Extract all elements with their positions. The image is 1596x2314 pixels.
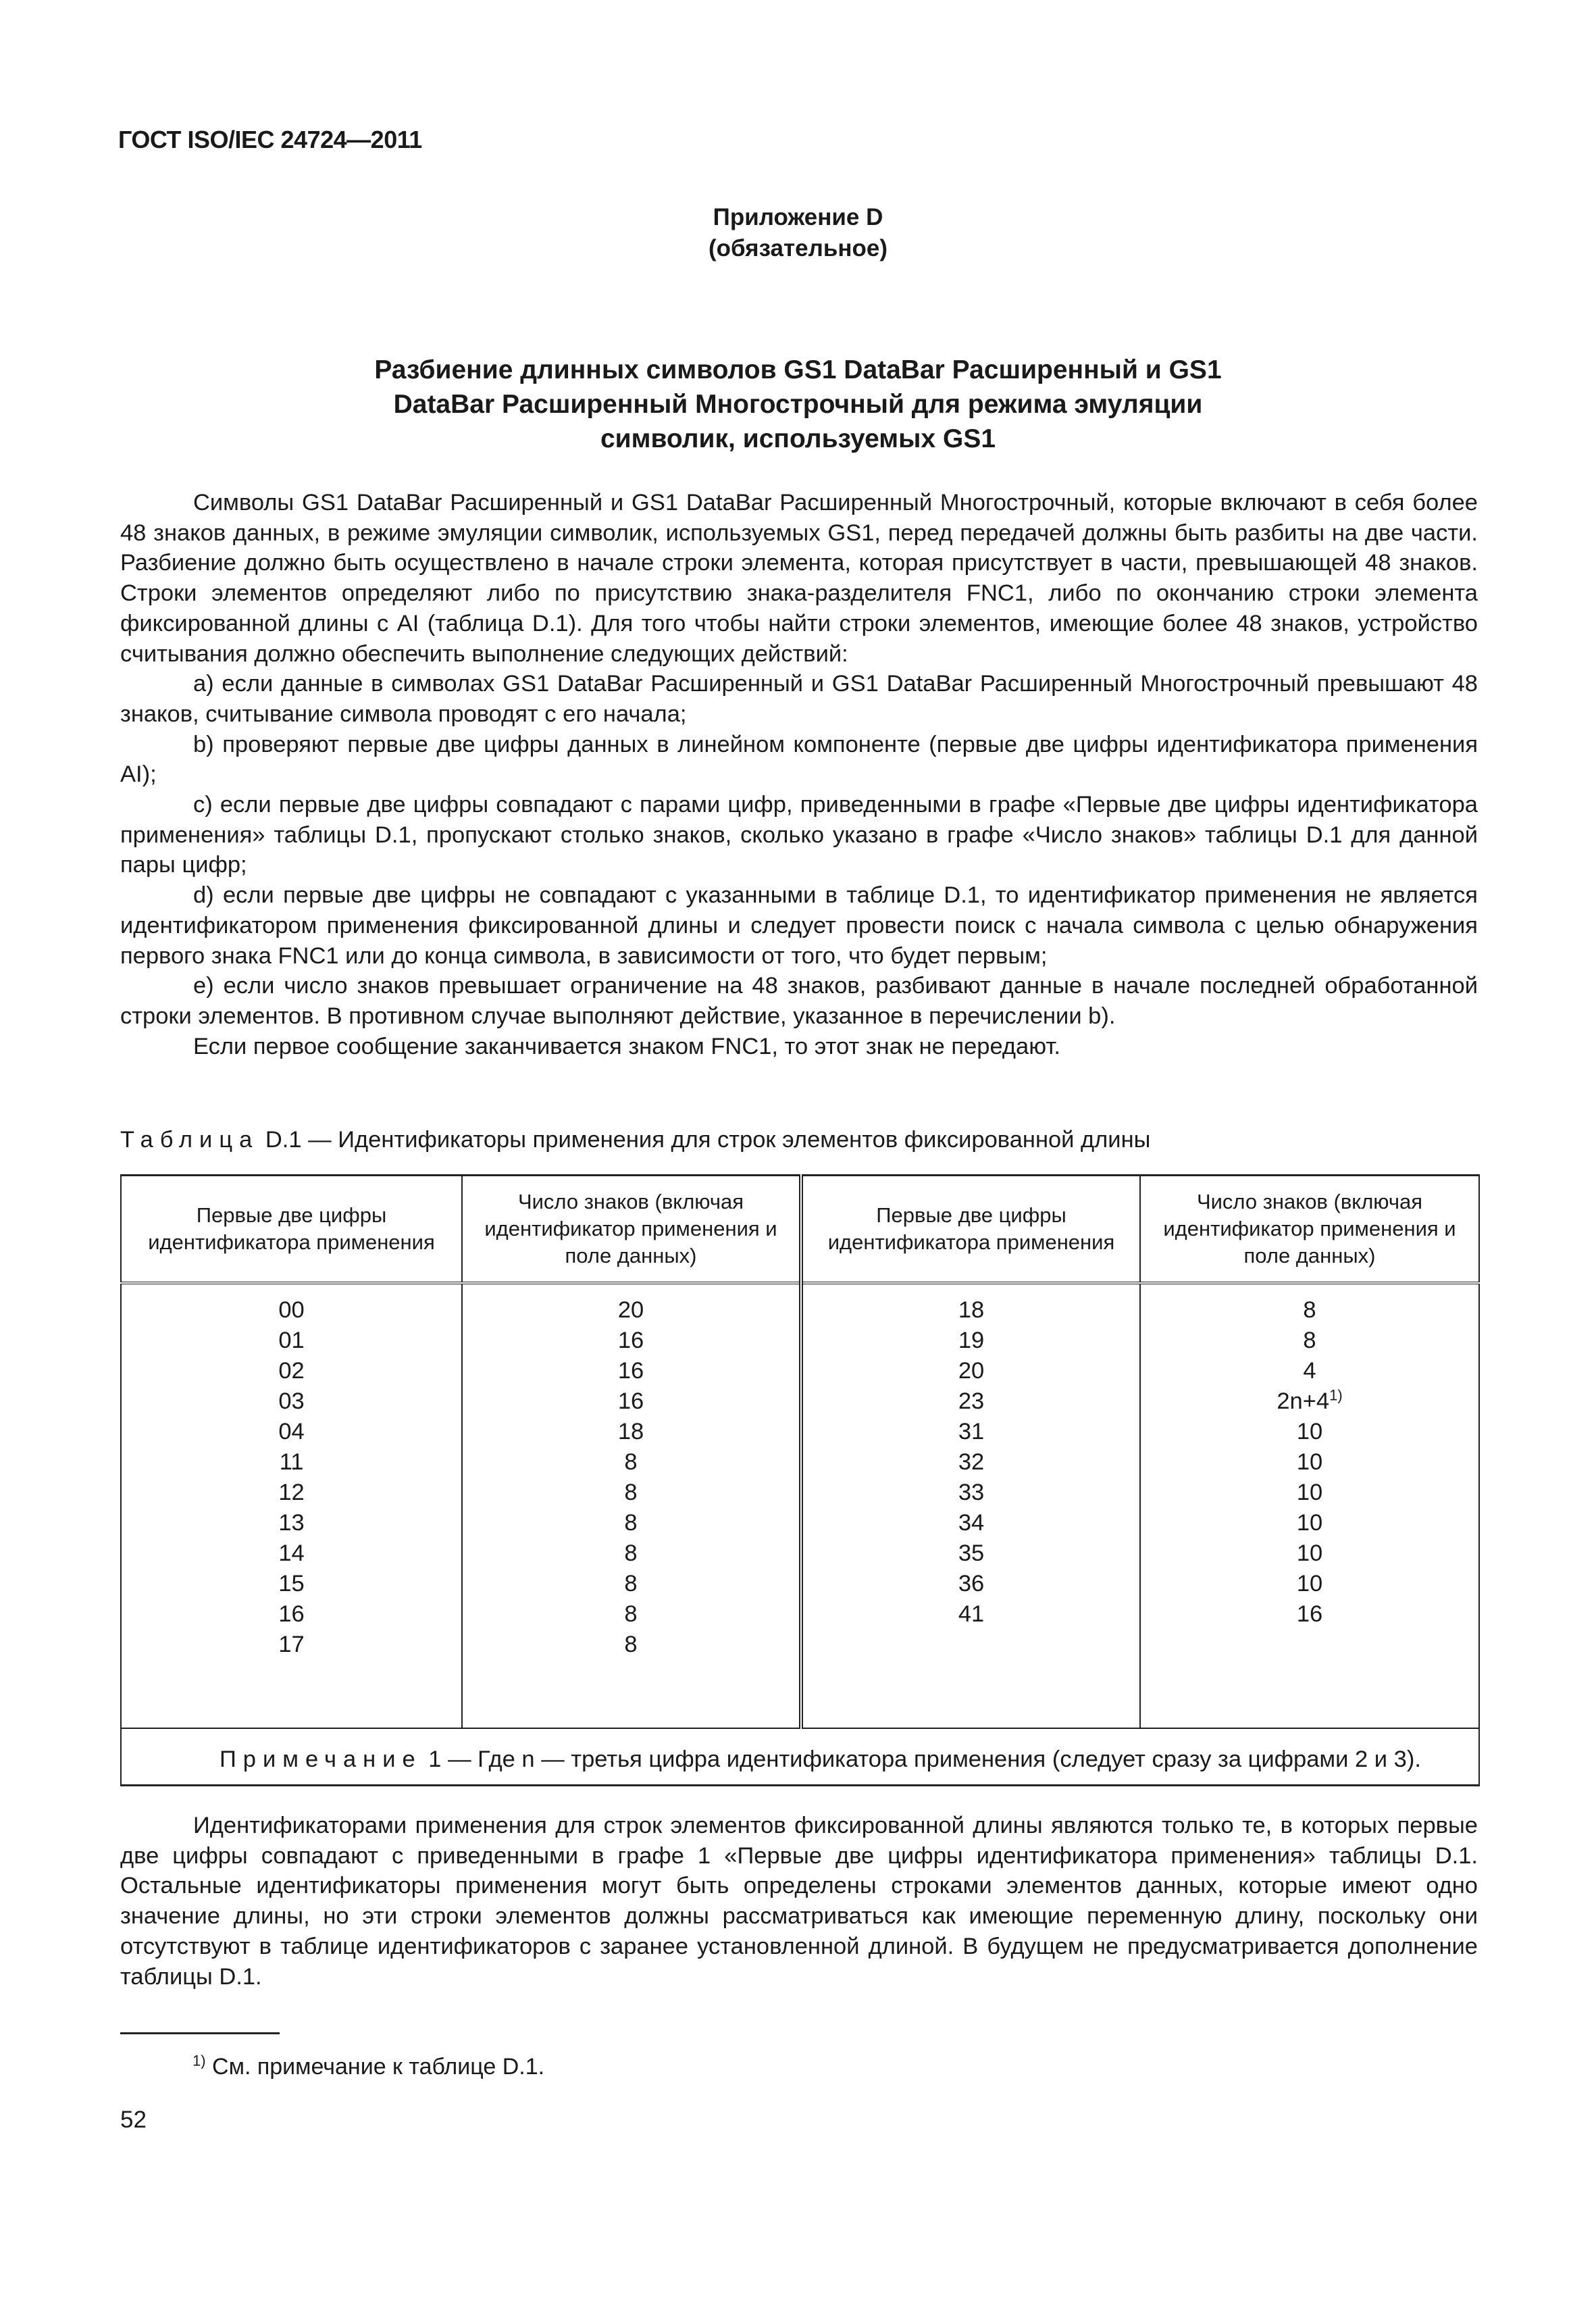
table-cell: 8 <box>624 1510 638 1536</box>
paragraph-item-b: b) проверяют первые две цифры данных в линейном компоненте (первые две цифры идентификатора применения AI); <box>120 731 1478 788</box>
title-line: символик, используемых GS1 <box>600 424 996 453</box>
table-note <box>121 1728 1479 1786</box>
table-cell: 16 <box>1296 1601 1323 1627</box>
table-cell: 10 <box>1296 1480 1323 1505</box>
footnote <box>192 2054 544 2080</box>
table-cell: 4 <box>1303 1358 1316 1384</box>
table-cell: 8 <box>1303 1328 1316 1353</box>
table-data-row <box>121 1283 1479 1728</box>
column-ai-digits-1 <box>121 1283 462 1728</box>
paragraph: Идентификаторами применения для строк элементов фиксированной длины являются только те, в которых первые две цифры совпадают с приведенными в графе 1 «Первые две цифры идентификатора применения» таблицы D.1. Остальные идентификаторы применения могут быть определены строками элементов данных, которые имеют одно значение длины, но эти строки элементов должны рассматриваться как имеющие переменную длину, поскольку они отсутствуют в таблице идентификаторов с заранее установленной длиной. В будущем не предусматривается дополнение таблицы D.1. <box>120 1813 1478 1990</box>
table-cell: 33 <box>958 1480 985 1505</box>
table-cell: 13 <box>278 1510 305 1536</box>
table-cell: 16 <box>617 1388 644 1414</box>
column-header: Первые две цифры идентификатора применения <box>801 1176 1140 1284</box>
table-cell: 16 <box>278 1601 305 1627</box>
table-caption-text: D.1 — Идентификаторы применения для строк элементов фиксированной длины <box>265 1127 1151 1153</box>
table-cell: 10 <box>1296 1449 1323 1475</box>
table-cell: 19 <box>958 1328 985 1353</box>
table-cell: 16 <box>617 1328 644 1353</box>
table-cell: 10 <box>1296 1540 1323 1566</box>
paragraph: Символы GS1 DataBar Расширенный и GS1 DataBar Расширенный Многострочный, которые включают в себя более 48 знаков данных, в режиме эмуляции символик, используемых GS1, перед передачей должны быть разбиты на две части. Разбиение должно быть осуществлено в начале строки элемента, которая присутствует в части, превышающей 48 знаков. Строки элементов определяют либо по присутствию знака-разделителя FNC1, либо по окончанию строки элемента фиксированной длины с AI (таблица D.1). Для того чтобы найти строки элементов, имеющие более 48 знаков, устройство считывания должно обеспечить выполнение следующих действий: <box>120 490 1478 667</box>
paragraph-item-e: e) если число знаков превышает ограничение на 48 знаков, разбивают данные в начале последней обработанной строки элементов. В противном случае выполняют действие, указанное в перечислении b). <box>120 973 1478 1029</box>
paragraph-item-a: a) если данные в символах GS1 DataBar Расширенный и GS1 DataBar Расширенный Многострочный превышают 48 знаков, считывание символа проводят с его начала; <box>120 671 1478 727</box>
table-cell: 8 <box>624 1601 638 1627</box>
table-cell: 8 <box>1303 1297 1316 1323</box>
table-cell: 23 <box>958 1388 985 1414</box>
column-ai-digits-2 <box>801 1283 1140 1728</box>
table-cell: 34 <box>958 1510 985 1536</box>
footnote-ref: 1) <box>1329 1386 1343 1404</box>
column-header: Число знаков (включая идентификатор применения и поле данных) <box>1140 1176 1479 1284</box>
paragraph-item-d: d) если первые две цифры не совпадают с указанными в таблице D.1, то идентификатор применения не является идентификатором применения фиксированной длины и следует провести поиск с начала символа с целью обнаружения первого знака FNC1 или до конца символа, в зависимости от того, что будет первым; <box>120 882 1478 969</box>
annex-title <box>203 353 1393 456</box>
table-cell: 02 <box>278 1358 305 1384</box>
table-cell: 20 <box>617 1297 644 1323</box>
table-cell: 10 <box>1296 1571 1323 1596</box>
paragraph: Если первое сообщение заканчивается знаком FNC1, то этот знак не передают. <box>193 1033 1060 1059</box>
body-text <box>120 488 1478 1061</box>
table-cell <box>1141 1386 1478 1417</box>
column-char-count-1 <box>462 1283 801 1728</box>
table-cell: 36 <box>958 1571 985 1596</box>
table-caption <box>120 1127 1150 1153</box>
table-cell: 04 <box>278 1419 305 1444</box>
cell-value: 2n+4 <box>1277 1388 1330 1414</box>
column-header: Первые две цифры идентификатора применения <box>121 1176 462 1284</box>
table-cell: 18 <box>958 1297 985 1323</box>
table-cell: 01 <box>278 1328 305 1353</box>
footnote-mark: 1) <box>192 2052 206 2069</box>
table-cell: 41 <box>958 1601 985 1627</box>
table-note-row <box>121 1728 1479 1786</box>
footnote-divider <box>120 2032 280 2034</box>
table-cell: 8 <box>624 1449 638 1475</box>
table-cell: 16 <box>617 1358 644 1384</box>
title-line: Разбиение длинных символов GS1 DataBar Расширенный и GS1 <box>374 355 1222 384</box>
table-cell: 32 <box>958 1449 985 1475</box>
closing-text <box>120 1811 1478 1992</box>
table-cell: 00 <box>278 1297 305 1323</box>
table-cell: 14 <box>278 1540 305 1566</box>
page-number: 52 <box>120 2107 147 2133</box>
title-line: DataBar Расширенный Многострочный для режима эмуляции <box>393 390 1203 419</box>
table-cell: 35 <box>958 1540 985 1566</box>
table-caption-word: Таблица <box>120 1127 259 1153</box>
footnote-text: См. примечание к таблице D.1. <box>212 2054 545 2080</box>
table-cell: 8 <box>624 1632 638 1657</box>
annex-status: (обязательное) <box>708 235 887 261</box>
table-cell: 18 <box>617 1419 644 1444</box>
column-header: Число знаков (включая идентификатор применения и поле данных) <box>462 1176 801 1284</box>
table-cell: 20 <box>958 1358 985 1384</box>
table-cell: 10 <box>1296 1510 1323 1536</box>
table-cell: 17 <box>278 1632 305 1657</box>
table-cell: 8 <box>624 1540 638 1566</box>
table-header-row <box>121 1176 1479 1284</box>
table-cell: 10 <box>1296 1419 1323 1444</box>
note-word: Примечание <box>220 1746 422 1772</box>
annex-label: Приложение D <box>713 204 883 230</box>
table-cell: 12 <box>278 1480 305 1505</box>
table-cell: 8 <box>624 1571 638 1596</box>
table-cell: 31 <box>958 1419 985 1444</box>
standard-header: ГОСТ ISO/IEC 24724—2011 <box>118 126 422 153</box>
note-text: 1 — Где n — третья цифра идентификатора применения (следует сразу за цифрами 2 и 3). <box>428 1746 1421 1772</box>
identifiers-table <box>120 1174 1480 1786</box>
paragraph-item-c: c) если первые две цифры совпадают с парами цифр, приведенными в графе «Первые две цифры идентификатора применения» таблицы D.1, пропускают столько знаков, сколько указано в графе «Число знаков» таблицы D.1 для данной пары цифр; <box>120 792 1478 878</box>
table-cell: 03 <box>278 1388 305 1414</box>
column-char-count-2 <box>1140 1283 1479 1728</box>
table-cell: 11 <box>279 1449 304 1475</box>
table-cell: 8 <box>624 1480 638 1505</box>
table-cell: 15 <box>278 1571 305 1596</box>
